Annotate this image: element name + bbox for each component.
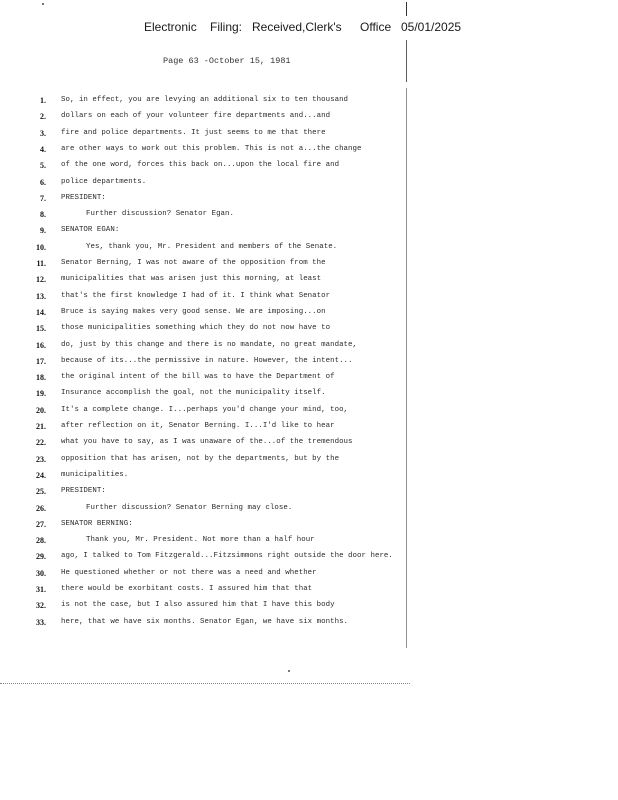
line-number: 32. [36, 601, 46, 611]
line-number: 27. [36, 519, 46, 529]
scan-speck [288, 670, 290, 672]
transcript-line [0, 601, 618, 617]
line-number: 31. [36, 585, 46, 594]
line-text: municipalities that was arisen just this morning, at least [61, 275, 322, 284]
scan-rule-upper [406, 40, 407, 82]
transcript-line [0, 96, 618, 112]
line-text: SENATOR EGAN: [61, 226, 120, 235]
transcript-line [0, 536, 618, 552]
transcript-line [0, 243, 618, 259]
transcript-line [0, 569, 618, 585]
transcript-line [0, 145, 618, 161]
transcript-line [0, 618, 618, 634]
transcript-line [0, 487, 618, 503]
line-text: is not the case, but I also assured him that I have this body [61, 601, 335, 610]
line-text: SENATOR BERNING: [61, 519, 133, 528]
line-text: Bruce is saying makes very good sense. We are imposing...on [61, 307, 326, 316]
transcript-line [0, 210, 618, 226]
transcript-line [0, 292, 618, 308]
transcript-line [0, 520, 618, 536]
line-number: 21. [36, 422, 46, 431]
line-number: 22. [36, 438, 46, 448]
transcript-line [0, 585, 618, 601]
transcript-line [0, 324, 618, 340]
line-number: 25. [36, 487, 46, 497]
line-text: It's a complete change. I...perhaps you'd change your mind, too, [61, 405, 349, 414]
line-number: 33. [36, 617, 46, 627]
line-text: Thank you, Mr. President. Not more than a half hour [86, 536, 315, 545]
line-text: that's the first knowledge I had of it. I think what Senator [61, 291, 331, 300]
line-text: ago, I talked to Tom Fitzgerald...Fitzsimmons right outside the door here. [61, 552, 393, 561]
line-text: those municipalities something which they do not now have to [61, 324, 331, 333]
transcript-line [0, 455, 618, 471]
transcript-line [0, 389, 618, 405]
line-text: PRESIDENT: [61, 487, 106, 496]
line-text: are other ways to work out this problem. This is not a...the change [61, 144, 362, 153]
line-number: 24. [36, 470, 46, 480]
transcript-line [0, 471, 618, 487]
line-number: 16. [36, 340, 46, 350]
line-number: 26. [36, 503, 46, 513]
transcript-line [0, 275, 618, 291]
transcript-line [0, 357, 618, 373]
line-number: 6. [40, 177, 46, 187]
transcript-line [0, 341, 618, 357]
line-number: 5. [40, 161, 46, 171]
transcript-line [0, 308, 618, 324]
stamp-label-received: Received,Clerk's [252, 20, 342, 34]
line-text: municipalities. [61, 470, 129, 479]
line-text: Insurance accomplish the goal, not the municipality itself. [61, 389, 326, 398]
line-number: 7. [40, 193, 46, 203]
line-text: Senator Berning, I was not aware of the opposition from the [61, 259, 326, 267]
line-number: 10. [36, 242, 46, 252]
transcript-line [0, 552, 618, 568]
line-number: 28. [36, 536, 46, 546]
line-number: 4. [40, 144, 46, 154]
line-number: 29. [36, 552, 46, 562]
line-number: 8. [40, 210, 46, 220]
transcript-line [0, 259, 618, 275]
electronic-filing-stamp [0, 20, 618, 36]
line-text: Yes, thank you, Mr. President and members of the Senate. [86, 242, 338, 251]
line-text: Further discussion? Senator Berning may close. [86, 503, 293, 512]
stamp-label-filing: Filing: [210, 20, 243, 34]
scan-rule-top [406, 2, 407, 16]
transcript-line [0, 422, 618, 438]
line-number: 3. [40, 128, 46, 138]
stamp-date: 05/01/2025 [401, 20, 462, 34]
transcript-line [0, 438, 618, 454]
line-text: police departments. [61, 177, 147, 186]
scan-speck [42, 3, 44, 5]
line-number: 1. [40, 96, 46, 105]
transcript-line [0, 178, 618, 194]
line-text: because of its...the permissive in nature. However, the intent... [61, 356, 353, 365]
line-text: here, that we have six months. Senator Egan, we have six months. [61, 617, 349, 626]
transcript-line [0, 373, 618, 389]
line-number: 12. [36, 275, 46, 285]
page-heading: Page 63 -October 15, 1981 [163, 56, 291, 66]
line-number: 17. [36, 356, 46, 366]
line-number: 23. [36, 454, 46, 464]
line-number: 18. [36, 373, 46, 383]
transcript-line [0, 226, 618, 242]
transcript-line [0, 161, 618, 177]
line-number: 11. [36, 259, 46, 268]
line-text: there would be exorbitant costs. I assured him that that [61, 585, 313, 593]
line-text: what you have to say, as I was unaware of the...of the tremendous [61, 438, 353, 447]
transcript-line [0, 194, 618, 210]
line-text: fire and police departments. It just seems to me that there [61, 128, 326, 137]
line-text: He questioned whether or not there was a need and whether [61, 568, 317, 577]
line-text: Further discussion? Senator Egan. [86, 210, 235, 219]
line-text: do, just by this change and there is no mandate, no great mandate, [61, 340, 358, 349]
line-text: So, in effect, you are levying an additional six to ten thousand [61, 96, 349, 104]
line-number: 15. [36, 324, 46, 334]
line-number: 14. [36, 307, 46, 317]
line-number: 2. [40, 112, 46, 122]
line-number: 20. [36, 405, 46, 415]
line-text: the original intent of the bill was to have the Department of [61, 373, 335, 382]
line-text: opposition that has arisen, not by the departments, but by the [61, 454, 340, 463]
scan-bottom-noise [0, 683, 410, 688]
line-text: of the one word, forces this back on...upon the local fire and [61, 161, 340, 170]
transcript-line [0, 406, 618, 422]
transcript-line [0, 112, 618, 128]
line-text: after reflection on it, Senator Berning. I...I'd like to hear [61, 422, 335, 430]
line-text: dollars on each of your volunteer fire departments and...and [61, 112, 331, 121]
line-number: 19. [36, 389, 46, 399]
stamp-label-office: Office [360, 20, 392, 34]
line-number: 30. [36, 568, 46, 578]
line-number: 9. [40, 226, 46, 236]
line-text: PRESIDENT: [61, 193, 106, 202]
transcript-line [0, 504, 618, 520]
line-number: 13. [36, 291, 46, 301]
transcript-line [0, 129, 618, 145]
stamp-label-electronic: Electronic [144, 20, 197, 34]
